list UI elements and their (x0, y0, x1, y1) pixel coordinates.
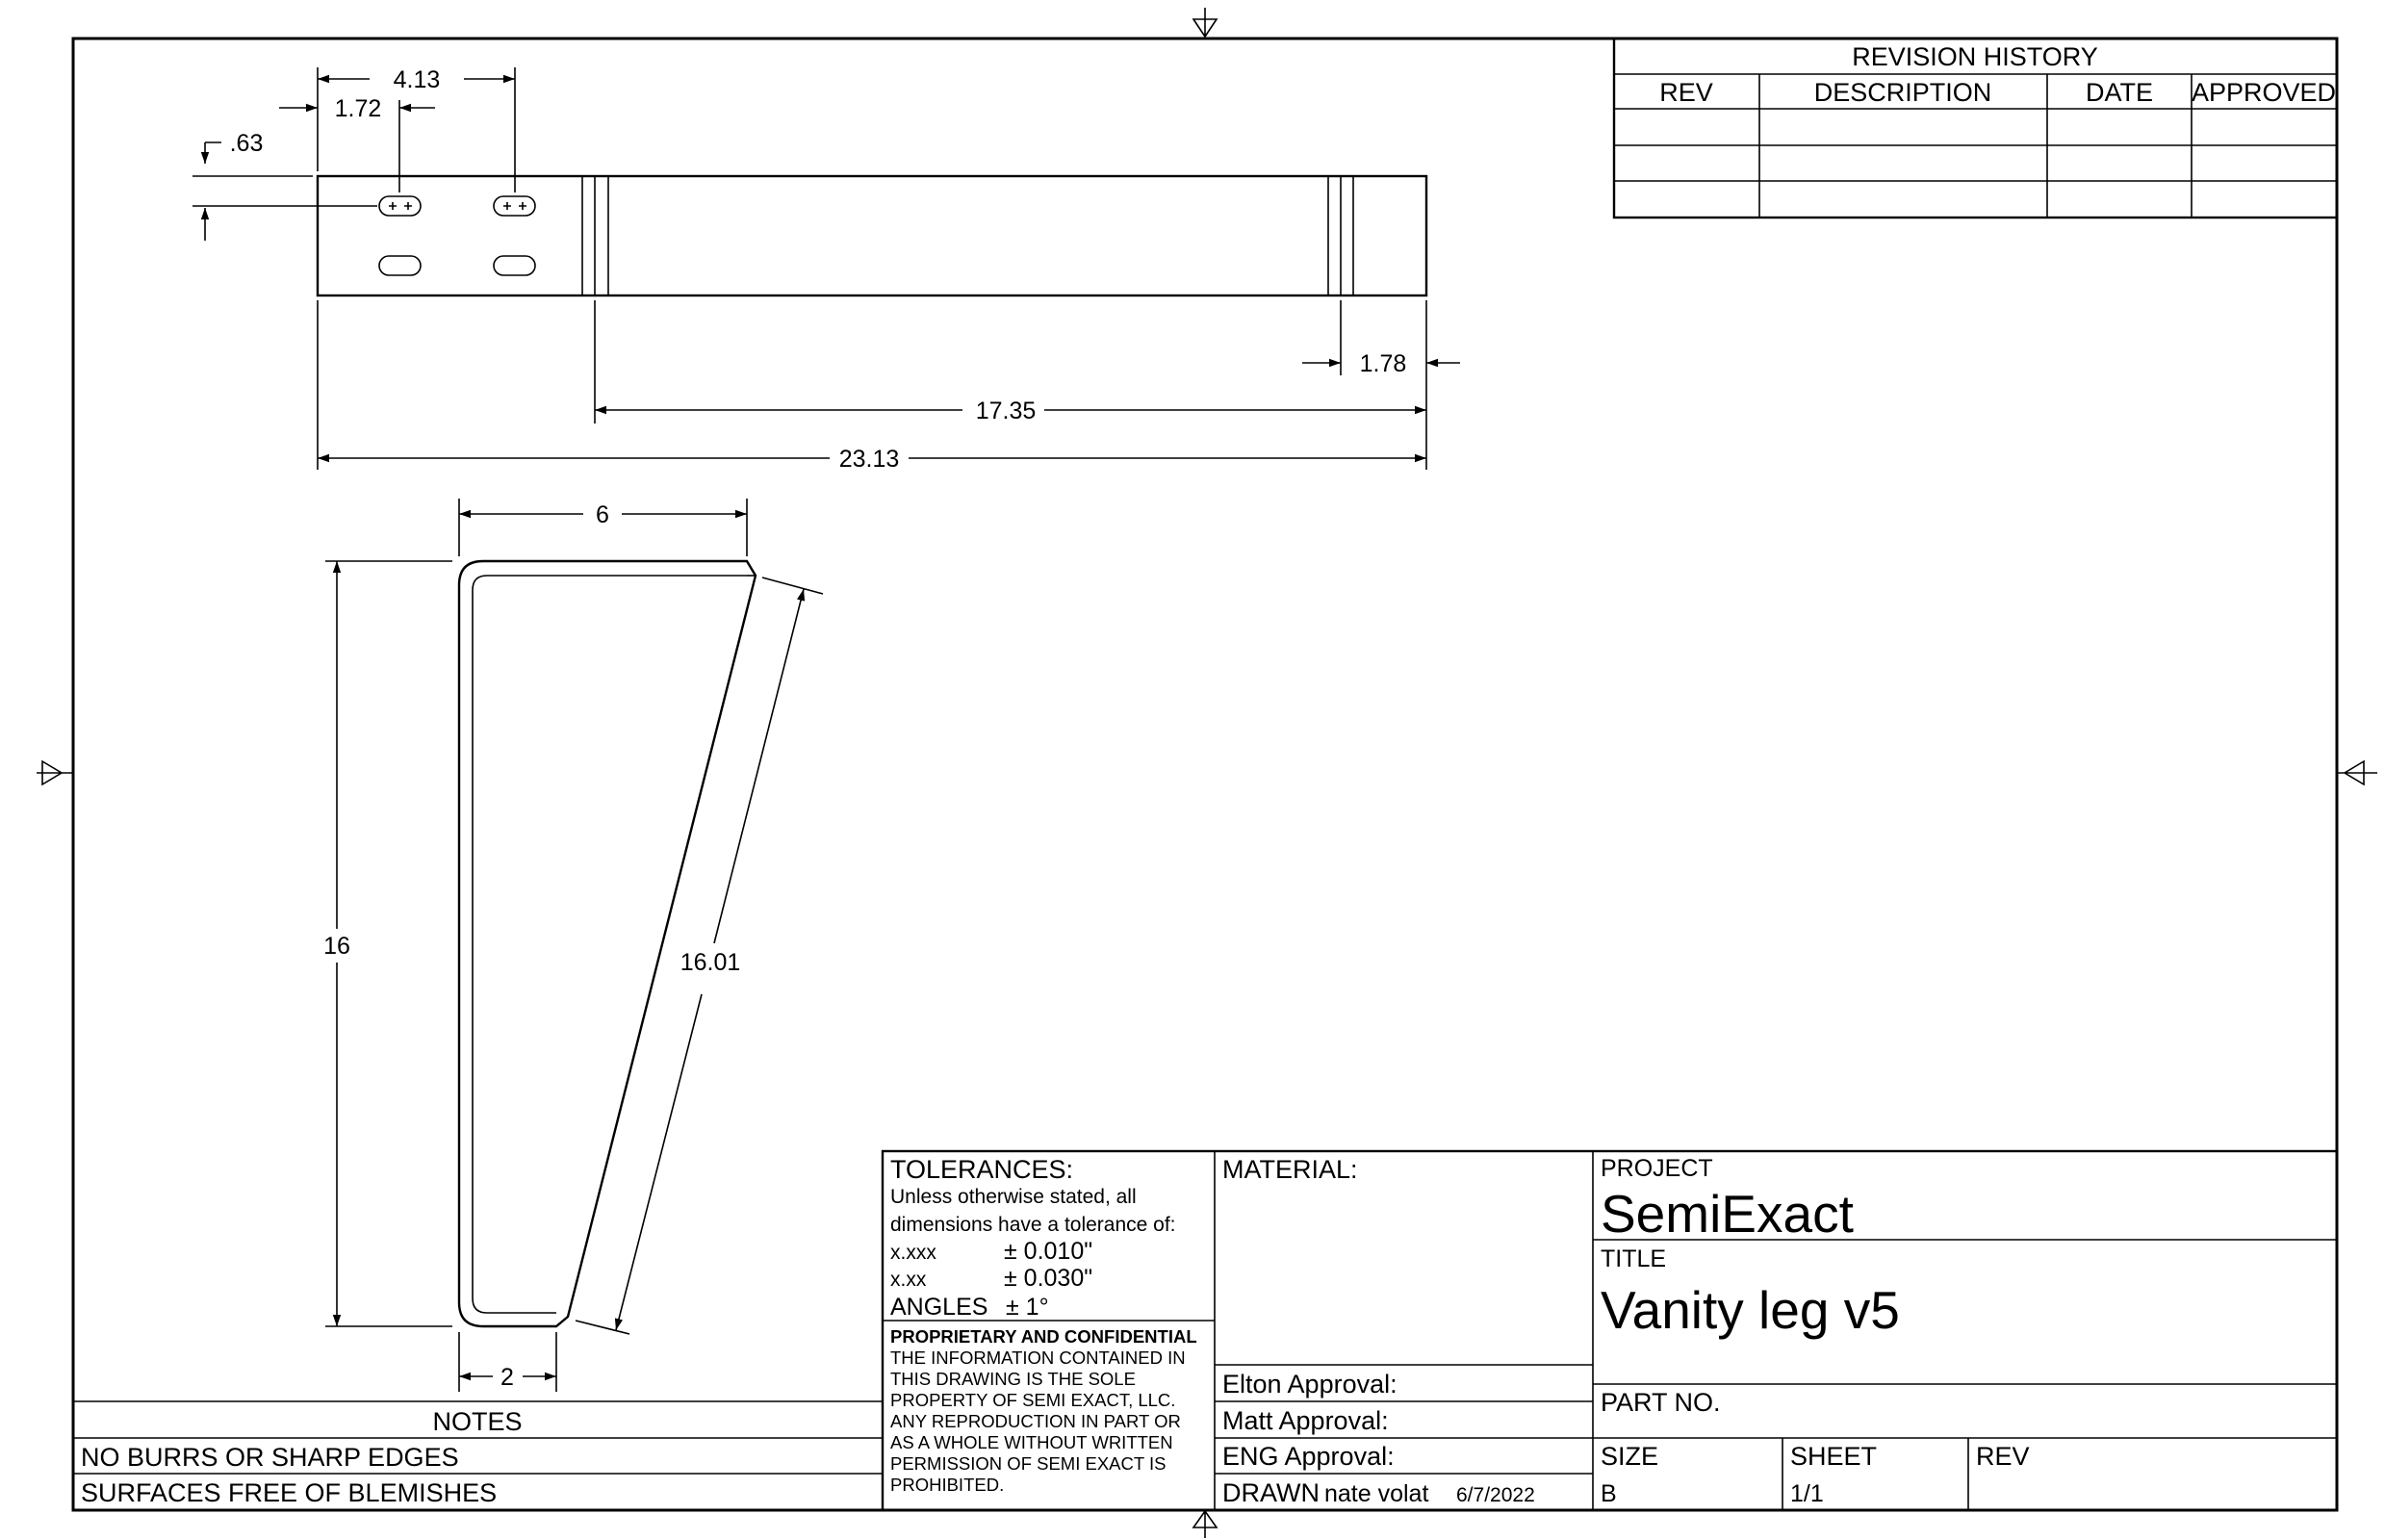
drawing-title: Vanity leg v5 (1601, 1280, 1900, 1340)
tolerance-value: ± 0.030" (1004, 1265, 1093, 1292)
eng-approval: ENG Approval: (1222, 1442, 1395, 1471)
dim-end-relief: 1.78 (1359, 350, 1407, 377)
title-label: TITLE (1601, 1245, 1667, 1272)
revision-history-table (1614, 38, 2337, 218)
dim-angled-length: 16.01 (680, 949, 741, 976)
confidential-line: ANY REPRODUCTION IN PART OR (890, 1411, 1181, 1431)
project-label: PROJECT (1601, 1155, 1713, 1182)
tolerance-value: ± 0.010" (1004, 1238, 1093, 1265)
dim-relief-span: 17.35 (975, 398, 1037, 424)
description-col-header: DESCRIPTION (1813, 78, 1992, 107)
tolerances-line: dimensions have a tolerance of: (890, 1214, 1176, 1236)
side-view-inner (473, 576, 747, 1313)
drawn-date: 6/7/2022 (1456, 1484, 1535, 1506)
tolerances-line: Unless otherwise stated, all (890, 1186, 1137, 1208)
confidential-line: PERMISSION OF SEMI EXACT IS (890, 1453, 1167, 1474)
size-value: B (1601, 1480, 1617, 1507)
sheet-label: SHEET (1790, 1442, 1878, 1471)
matt-approval: Matt Approval: (1222, 1406, 1389, 1435)
confidential-line: THE INFORMATION CONTAINED IN (890, 1348, 1186, 1368)
drawn-by: nate volat (1324, 1480, 1429, 1507)
title-block (883, 1151, 2337, 1510)
notes-header: NOTES (432, 1407, 523, 1436)
extension-lines-side (325, 499, 823, 1392)
side-view-outer (459, 561, 756, 1326)
dim-overall-length: 23.13 (838, 446, 900, 473)
top-view (192, 66, 1460, 473)
left-center-mark (37, 761, 73, 784)
confidential-line: THIS DRAWING IS THE SOLE (890, 1369, 1136, 1389)
slot-upper-left (379, 196, 421, 216)
confidential-line: PROHIBITED. (890, 1475, 1005, 1495)
notes-table (73, 1401, 883, 1507)
dim-first-hole: 1.72 (334, 95, 382, 122)
confidential-line: PROPERTY OF SEMI EXACT, LLC. (890, 1390, 1176, 1410)
dim-bottom-width: 2 (500, 1364, 514, 1391)
elton-approval: Elton Approval: (1222, 1370, 1398, 1399)
rev-label: REV (1976, 1442, 2030, 1471)
top-view-outline (318, 176, 1426, 295)
slot-upper-right (494, 196, 535, 216)
tolerance-label: ANGLES (890, 1294, 988, 1321)
confidential-line: AS A WHOLE WITHOUT WRITTEN (890, 1432, 1173, 1452)
dim-height: 16 (323, 933, 350, 960)
dim-hole-offset: .63 (229, 130, 264, 157)
sheet-border (73, 38, 2337, 1510)
date-col-header: DATE (2085, 78, 2154, 107)
top-center-mark (1193, 8, 1217, 38)
approved-col-header: APPROVED (2191, 78, 2337, 107)
note-item: SURFACES FREE OF BLEMISHES (81, 1478, 498, 1507)
tolerances-header: TOLERANCES: (890, 1155, 1074, 1184)
note-item: NO BURRS OR SHARP EDGES (81, 1443, 459, 1472)
dim-hole-spacing: 4.13 (393, 66, 441, 93)
tolerance-value: ± 1° (1006, 1294, 1049, 1321)
rev-col-header: REV (1659, 78, 1713, 107)
bottom-center-mark (1193, 1510, 1217, 1538)
tolerance-label: x.xx (890, 1269, 927, 1291)
confidential-header: PROPRIETARY AND CONFIDENTIAL (890, 1326, 1197, 1347)
part-no-label: PART NO. (1601, 1388, 1721, 1417)
revision-history-title: REVISION HISTORY (1852, 42, 2098, 71)
slots (379, 196, 535, 275)
side-view (323, 499, 823, 1392)
bend-lines (582, 176, 1353, 295)
dim-top-width: 6 (596, 501, 609, 528)
project-name: SemiExact (1601, 1184, 1854, 1244)
drawn-label: DRAWN (1222, 1478, 1320, 1507)
centering-marks (37, 8, 2377, 1538)
right-center-mark (2337, 761, 2377, 784)
material-label: MATERIAL: (1222, 1155, 1358, 1184)
sheet-value: 1/1 (1790, 1480, 1824, 1507)
slot-lower-right (494, 256, 535, 275)
size-label: SIZE (1601, 1442, 1659, 1471)
slot-lower-left (379, 256, 421, 275)
tolerance-label: x.xxx (890, 1242, 936, 1264)
